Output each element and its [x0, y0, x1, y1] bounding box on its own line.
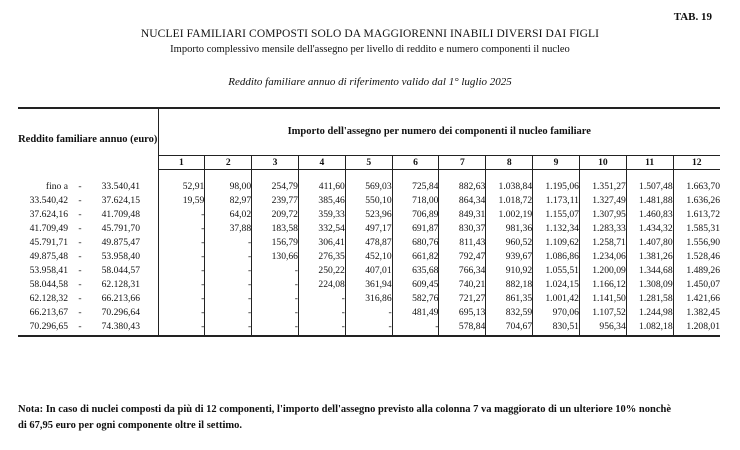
amount-cell: - — [205, 320, 252, 335]
income-range-cell — [18, 236, 158, 250]
income-range-cell — [18, 250, 158, 264]
amount-cell: 1.195,06 — [533, 180, 580, 194]
income-from: 41.709,49 — [29, 222, 68, 234]
amount-cell: - — [201, 250, 205, 262]
spacer-cell — [533, 169, 580, 180]
amount-cell: - — [298, 306, 345, 320]
amount-cell: - — [205, 264, 252, 278]
spacer-cell — [18, 169, 158, 180]
spacer-cell — [252, 169, 299, 180]
column-header-10: 10 — [579, 155, 626, 169]
amount-cell: 361,94 — [345, 278, 392, 292]
amount-cell: 316,86 — [345, 292, 392, 306]
column-header-11: 11 — [626, 155, 673, 169]
amount-cell: 811,43 — [439, 236, 486, 250]
amount-cell: 1.344,68 — [626, 264, 673, 278]
income-to: 58.044,57 — [101, 265, 140, 277]
amount-cell: 1.244,98 — [626, 306, 673, 320]
income-to: 33.540,41 — [101, 180, 140, 192]
table-row — [18, 306, 720, 320]
income-from: 70.296,65 — [29, 321, 68, 333]
amount-cell: 1.082,18 — [626, 320, 673, 335]
amount-cell: 1.636,26 — [673, 194, 720, 208]
amount-cell: - — [392, 320, 439, 335]
document-title: NUCLEI FAMILIARI COMPOSTI SOLO DA MAGGIORENNI INABILI DIVERSI DAI FIGLI — [140, 28, 600, 40]
spacer-cell — [626, 169, 673, 180]
table-row — [18, 278, 720, 292]
amount-cell: - — [205, 292, 252, 306]
amount-cell: 721,27 — [439, 292, 486, 306]
amount-cell: 740,21 — [439, 278, 486, 292]
spacer-cell — [439, 169, 486, 180]
amount-cell: 718,00 — [392, 194, 439, 208]
spacer-cell — [298, 169, 345, 180]
amount-cell: 680,76 — [392, 236, 439, 250]
amount-cell: 550,10 — [345, 194, 392, 208]
table-row — [18, 264, 720, 278]
range-separator: - — [78, 236, 82, 248]
amount-cell: 960,52 — [486, 236, 533, 250]
amount-cell: 1.381,26 — [626, 250, 673, 264]
amount-cell: 1.528,46 — [673, 250, 720, 264]
amount-cell: 254,79 — [252, 180, 299, 194]
amount-cell: 224,08 — [298, 278, 345, 292]
amount-column-group-header: Importo dell'assegno per numero dei componenti il nucleo familiare — [158, 108, 720, 155]
amount-cell: 183,58 — [252, 222, 299, 236]
amount-cell: 1.450,07 — [673, 278, 720, 292]
spacer-cell — [392, 169, 439, 180]
amount-cell: 1.327,49 — [579, 194, 626, 208]
amount-cell: 385,46 — [298, 194, 345, 208]
footnote — [18, 402, 718, 434]
range-separator: - — [78, 321, 82, 333]
amount-cell: 239,77 — [252, 194, 299, 208]
amount-cell: - — [201, 293, 205, 305]
amount-cell: 695,13 — [439, 306, 486, 320]
amount-cell: - — [345, 320, 392, 335]
amount-cell: - — [201, 236, 205, 248]
amount-cell: 1.141,50 — [579, 292, 626, 306]
income-range-cell — [18, 292, 158, 306]
amount-cell: 37,88 — [205, 222, 252, 236]
footnote-line-1: Nota: In caso di nuclei composti da più di 12 componenti, l'importo dell'assegno previsto alla colonna 7 va maggiorato di un ulteriore 10% nonchè — [18, 404, 671, 415]
income-to: 66.213,66 — [101, 293, 140, 305]
amount-cell: 939,67 — [486, 250, 533, 264]
amount-cell: 1.351,27 — [579, 180, 626, 194]
range-separator: - — [78, 180, 82, 192]
amount-cell: 156,79 — [252, 236, 299, 250]
amount-cell: 1.460,83 — [626, 208, 673, 222]
amount-cell: - — [201, 279, 205, 291]
amount-cell: 1.055,51 — [533, 264, 580, 278]
amount-cell: 1.038,84 — [486, 180, 533, 194]
income-from: fino a — [45, 180, 68, 192]
amount-cell: 706,89 — [392, 208, 439, 222]
income-column-header: Reddito familiare annuo (euro) — [18, 108, 158, 169]
reference-period: Reddito familiare annuo di riferimento valido dal 1° luglio 2025 — [228, 76, 512, 88]
amount-cell: 52,91 — [182, 180, 205, 192]
range-separator: - — [78, 194, 82, 206]
range-separator: - — [78, 265, 82, 277]
amount-cell: 250,22 — [298, 264, 345, 278]
income-from: 53.958,41 — [29, 265, 68, 277]
spacer-cell — [345, 169, 392, 180]
income-range-cell — [18, 264, 158, 278]
amount-cell: 332,54 — [298, 222, 345, 236]
amount-cell: 1.489,26 — [673, 264, 720, 278]
amount-cell: 704,67 — [486, 320, 533, 335]
amount-cell: 661,82 — [392, 250, 439, 264]
income-range-cell — [18, 180, 158, 194]
amount-cell: 792,47 — [439, 250, 486, 264]
amount-cell: 1.507,48 — [626, 180, 673, 194]
column-header-3: 3 — [252, 155, 299, 169]
spacer-cell — [673, 169, 720, 180]
amount-cell: 1.434,32 — [626, 222, 673, 236]
amount-cell: 981,36 — [486, 222, 533, 236]
amount-cell: 1.173,11 — [533, 194, 580, 208]
amount-cell: - — [201, 265, 205, 277]
range-separator: - — [78, 279, 82, 291]
amount-cell: 1.200,09 — [579, 264, 626, 278]
amount-cell: 1.107,52 — [579, 306, 626, 320]
amount-cell: 1.481,88 — [626, 194, 673, 208]
document-subtitle: Importo complessivo mensile dell'assegno per livello di reddito e numero componenti il nucleo — [170, 44, 570, 55]
income-from: 45.791,71 — [29, 236, 68, 248]
amount-cell: 1.307,95 — [579, 208, 626, 222]
amount-cell: 1.001,42 — [533, 292, 580, 306]
income-to: 41.709,48 — [101, 208, 140, 220]
amount-cell: 1.132,34 — [533, 222, 580, 236]
income-from: 33.540,42 — [29, 194, 68, 206]
table-row — [18, 320, 720, 335]
column-header-5: 5 — [345, 155, 392, 169]
amount-cell: - — [205, 250, 252, 264]
amount-cell: 970,06 — [533, 306, 580, 320]
column-header-6: 6 — [392, 155, 439, 169]
amount-cell: 411,60 — [298, 180, 345, 194]
amount-cell: - — [205, 236, 252, 250]
column-header-9: 9 — [533, 155, 580, 169]
amount-cell: - — [298, 320, 345, 335]
amount-cell: - — [298, 292, 345, 306]
amount-cell: - — [252, 306, 299, 320]
amount-cell: 635,68 — [392, 264, 439, 278]
amount-cell: - — [205, 306, 252, 320]
income-range-cell — [18, 306, 158, 320]
income-from: 62.128,32 — [29, 293, 68, 305]
income-to: 70.296,64 — [101, 307, 140, 319]
table-row — [18, 292, 720, 306]
footnote-line-2: di 67,95 euro per ogni componente oltre il settimo. — [18, 420, 242, 431]
table-row — [18, 250, 720, 264]
income-to: 74.380,43 — [101, 321, 140, 333]
amount-cell: 1.585,31 — [673, 222, 720, 236]
amount-cell: 1.421,66 — [673, 292, 720, 306]
amount-cell: 1.663,70 — [673, 180, 720, 194]
amount-cell: - — [201, 307, 205, 319]
amount-cell: 523,96 — [345, 208, 392, 222]
income-to: 37.624,15 — [101, 194, 140, 206]
amount-cell: 569,03 — [345, 180, 392, 194]
amount-cell: 276,35 — [298, 250, 345, 264]
allowance-table — [18, 107, 720, 337]
amount-cell: 956,34 — [579, 320, 626, 335]
amount-cell: 691,87 — [392, 222, 439, 236]
amount-cell: 1.086,86 — [533, 250, 580, 264]
spacer-cell — [486, 169, 533, 180]
amount-cell: 452,10 — [345, 250, 392, 264]
table-row — [18, 236, 720, 250]
amount-cell: 82,97 — [205, 194, 252, 208]
column-header-12: 12 — [673, 155, 720, 169]
amount-cell: 1.166,12 — [579, 278, 626, 292]
amount-cell: 497,17 — [345, 222, 392, 236]
amount-cell: - — [201, 222, 205, 234]
amount-cell: - — [252, 320, 299, 335]
income-range-cell — [18, 320, 158, 335]
amount-cell: 1.281,58 — [626, 292, 673, 306]
income-from: 49.875,48 — [29, 250, 68, 262]
amount-cell: 1.208,01 — [673, 320, 720, 335]
amount-cell: 882,18 — [486, 278, 533, 292]
range-separator: - — [78, 208, 82, 220]
income-to: 62.128,31 — [101, 279, 140, 291]
amount-cell: 830,51 — [533, 320, 580, 335]
amount-cell: 1.155,07 — [533, 208, 580, 222]
amount-cell: 1.024,15 — [533, 278, 580, 292]
amount-cell: 1.308,09 — [626, 278, 673, 292]
column-header-2: 2 — [205, 155, 252, 169]
range-separator: - — [78, 222, 82, 234]
table-row — [18, 208, 720, 222]
amount-cell: 478,87 — [345, 236, 392, 250]
amount-cell: 609,45 — [392, 278, 439, 292]
amount-cell: - — [205, 278, 252, 292]
income-from: 37.624,16 — [29, 208, 68, 220]
amount-cell: 19,59 — [182, 194, 205, 206]
amount-cell: 481,49 — [392, 306, 439, 320]
range-separator: - — [78, 293, 82, 305]
amount-cell: - — [252, 264, 299, 278]
amount-cell: 1.382,45 — [673, 306, 720, 320]
income-range-cell — [18, 222, 158, 236]
income-to: 53.958,40 — [101, 250, 140, 262]
column-header-7: 7 — [439, 155, 486, 169]
amount-cell: 130,66 — [252, 250, 299, 264]
amount-cell: 407,01 — [345, 264, 392, 278]
spacer-cell — [205, 169, 252, 180]
amount-cell: 861,35 — [486, 292, 533, 306]
spacer-cell — [579, 169, 626, 180]
table-row — [18, 194, 720, 208]
range-separator: - — [78, 250, 82, 262]
column-header-4: 4 — [298, 155, 345, 169]
spacer-cell — [158, 169, 205, 180]
amount-cell: 578,84 — [439, 320, 486, 335]
amount-cell: - — [252, 278, 299, 292]
amount-cell: 882,63 — [439, 180, 486, 194]
amount-cell: - — [345, 306, 392, 320]
income-range-cell — [18, 278, 158, 292]
income-range-cell — [18, 194, 158, 208]
amount-cell: - — [201, 208, 205, 220]
amount-cell: 864,34 — [439, 194, 486, 208]
amount-cell: 64,02 — [205, 208, 252, 222]
table-number: TAB. 19 — [673, 11, 712, 23]
amount-cell: 1.258,71 — [579, 236, 626, 250]
amount-cell: 766,34 — [439, 264, 486, 278]
amount-cell: 1.234,06 — [579, 250, 626, 264]
amount-cell: - — [158, 320, 205, 335]
amount-cell: 1.002,19 — [486, 208, 533, 222]
amount-cell: 98,00 — [205, 180, 252, 194]
income-range-cell — [18, 208, 158, 222]
amount-cell: 1.613,72 — [673, 208, 720, 222]
amount-cell: 849,31 — [439, 208, 486, 222]
table-row — [18, 180, 720, 194]
amount-cell: 1.283,33 — [579, 222, 626, 236]
amount-cell: 1.556,90 — [673, 236, 720, 250]
column-header-8: 8 — [486, 155, 533, 169]
range-separator: - — [78, 307, 82, 319]
amount-cell: 1.018,72 — [486, 194, 533, 208]
income-from: 58.044,58 — [29, 279, 68, 291]
amount-cell: 1.109,62 — [533, 236, 580, 250]
amount-cell: 306,41 — [298, 236, 345, 250]
amount-cell: 832,59 — [486, 306, 533, 320]
amount-cell: 725,84 — [392, 180, 439, 194]
column-header-1: 1 — [158, 155, 205, 169]
amount-cell: 582,76 — [392, 292, 439, 306]
amount-cell: 359,33 — [298, 208, 345, 222]
income-to: 45.791,70 — [101, 222, 140, 234]
amount-cell: 1.407,80 — [626, 236, 673, 250]
amount-cell: - — [252, 292, 299, 306]
amount-cell: 910,92 — [486, 264, 533, 278]
amount-cell: 830,37 — [439, 222, 486, 236]
income-from: 66.213,67 — [29, 307, 68, 319]
table-row — [18, 222, 720, 236]
income-to: 49.875,47 — [101, 236, 140, 248]
amount-cell: 209,72 — [252, 208, 299, 222]
